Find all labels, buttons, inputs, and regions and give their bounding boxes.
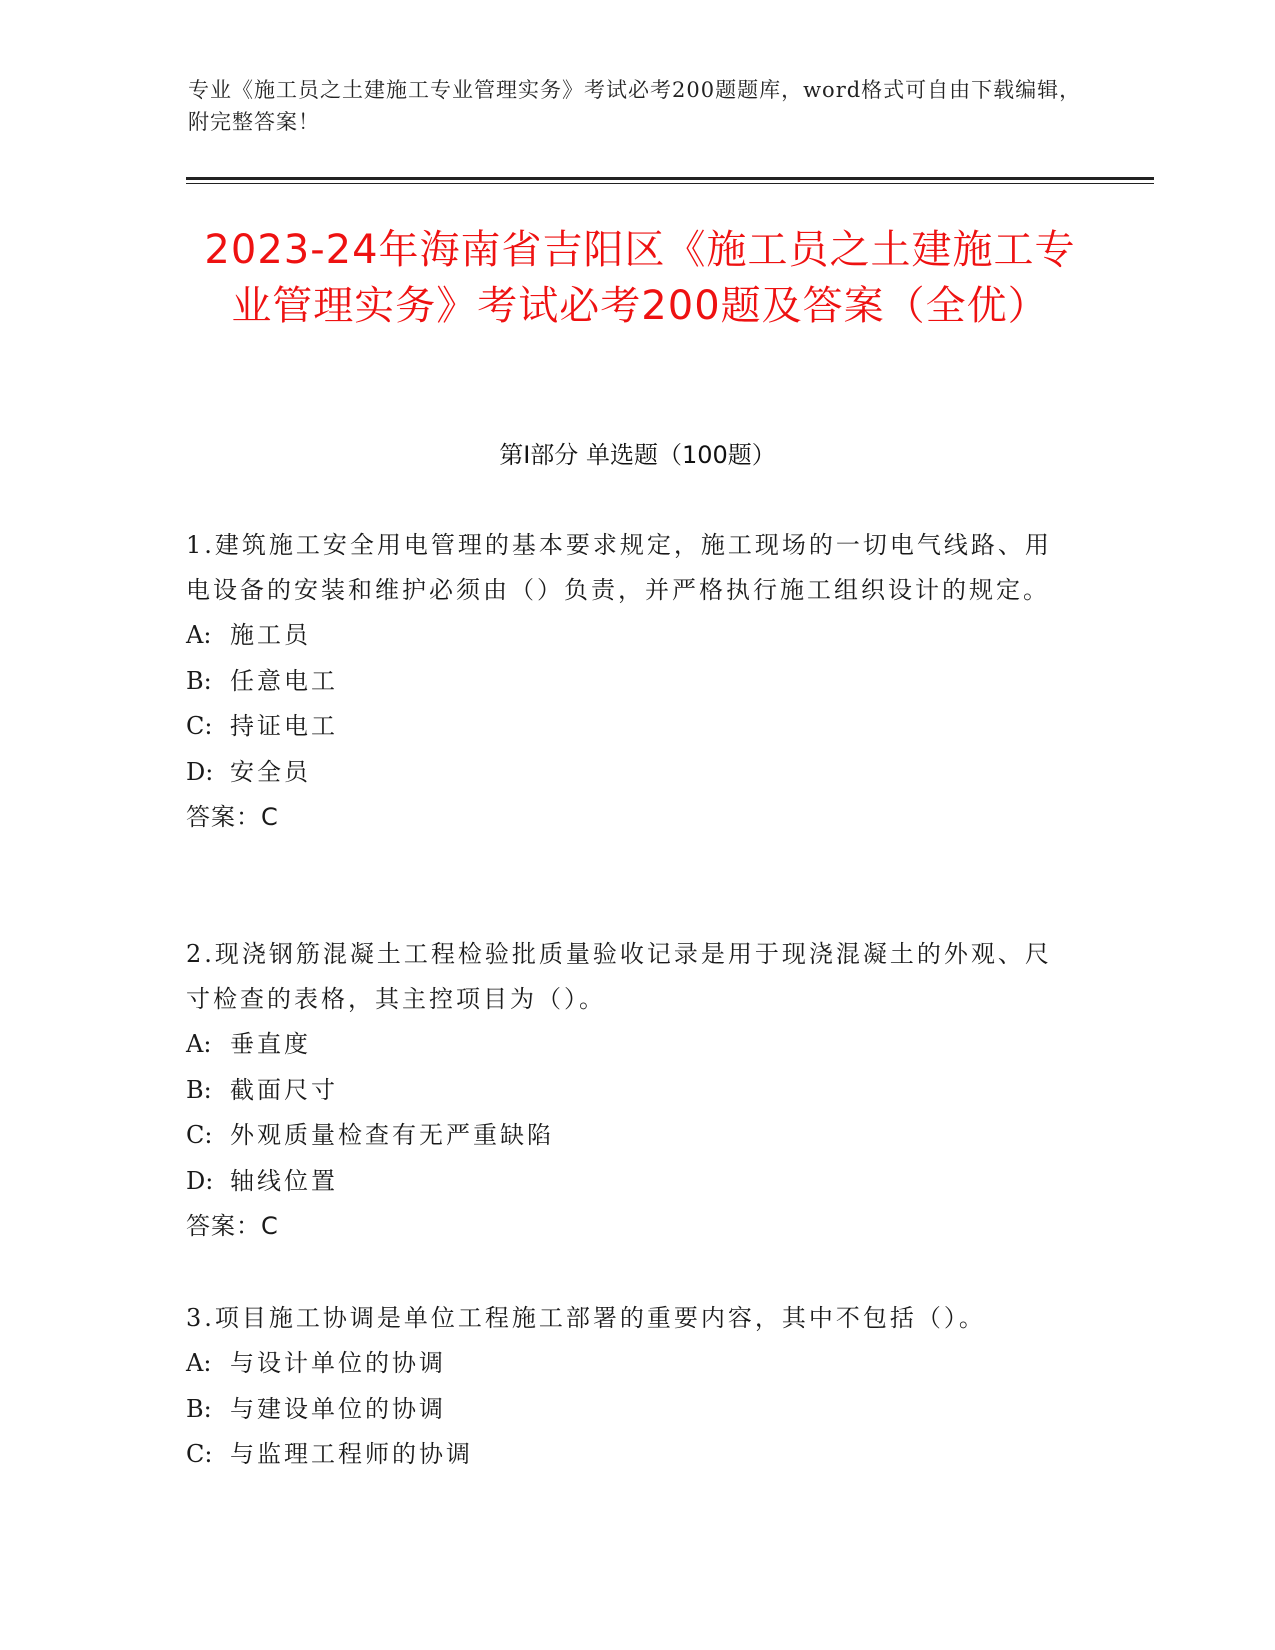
option-text: 任意电工 — [230, 666, 338, 695]
option-text: 与监理工程师的协调 — [230, 1440, 473, 1468]
header-divider-thick — [186, 177, 1154, 180]
option-b — [186, 1387, 1066, 1433]
option-key: B: — [186, 1075, 212, 1104]
option-key: C: — [186, 1121, 213, 1149]
question-2 — [186, 932, 1066, 1249]
option-c — [186, 1432, 1066, 1478]
option-c — [186, 704, 1066, 750]
question-stem: 3.项目施工协调是单位工程施工部署的重要内容，其中不包括（）。 — [186, 1304, 986, 1332]
question-stem: 1.建筑施工安全用电管理的基本要求规定，施工现场的一切电气线路、用电设备的安装和维护必须由（）负责，并严格执行施工组织设计的规定。 — [186, 531, 1052, 604]
question-stem: 2.现浇钢筋混凝土工程检验批质量验收记录是用于现浇混凝土的外观、尺寸检查的表格，其主控项目为（）。 — [186, 940, 1052, 1013]
option-d — [186, 1159, 1066, 1205]
option-key: C: — [186, 1440, 213, 1468]
option-text: 安全员 — [230, 757, 311, 786]
option-a — [186, 1022, 1066, 1068]
answer-line: 答案：C — [186, 803, 279, 831]
question-3 — [186, 1296, 1066, 1478]
option-a — [186, 1341, 1066, 1387]
option-text: 截面尺寸 — [230, 1075, 338, 1104]
option-key: B: — [186, 1394, 212, 1423]
option-key: B: — [186, 666, 212, 695]
option-text: 轴线位置 — [230, 1166, 338, 1195]
option-b — [186, 1068, 1066, 1114]
option-key: A: — [186, 1349, 212, 1377]
option-text: 与设计单位的协调 — [230, 1349, 446, 1377]
option-text: 与建设单位的协调 — [230, 1394, 446, 1423]
document-title: 2023-24年海南省吉阳区《施工员之土建施工专业管理实务》考试必考200题及答案（全优） — [204, 227, 1076, 329]
option-text: 持证电工 — [230, 712, 338, 740]
option-key: C: — [186, 712, 213, 740]
header-divider-thin — [186, 183, 1154, 184]
option-b — [186, 659, 1066, 705]
option-text: 外观质量检查有无严重缺陷 — [230, 1121, 554, 1149]
header-note: 专业《施工员之土建施工专业管理实务》考试必考200题题库，word格式可自由下载编辑，附完整答案！ — [188, 78, 1082, 134]
option-c — [186, 1113, 1066, 1159]
option-text: 施工员 — [230, 621, 311, 649]
option-key: A: — [186, 1030, 212, 1058]
option-key: D: — [186, 1166, 214, 1195]
option-key: D: — [186, 757, 214, 786]
section-heading: 第Ⅰ部分 单选题（100题） — [499, 441, 776, 469]
option-key: A: — [186, 621, 212, 649]
option-a — [186, 613, 1066, 659]
question-1 — [186, 523, 1066, 840]
option-d — [186, 750, 1066, 796]
answer-line: 答案：C — [186, 1212, 279, 1240]
option-text: 垂直度 — [230, 1030, 311, 1058]
